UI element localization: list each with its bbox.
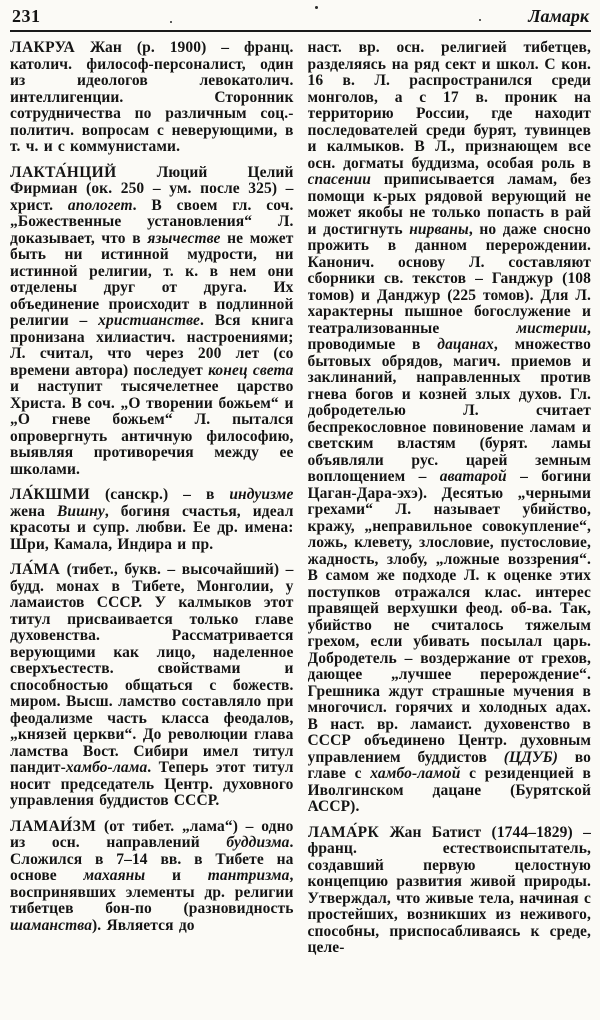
entry-lactantius: ЛАКТА́НЦИЙ Люций Целий Фирмиан (ок. 250 – ум. после 325) – христ. апологет. В своем гл. соч. „Божественные установления“ Л. доказывает, что в язычестве не может быть ни истинной мудрости, ни истинной религии, т. к. в нем они отделены друг от друга. Их объединение происходит в подлинной религии – христианстве. Вся книга пронизана хилиастич. настроениями; Л. считал, что через 200 лет (со времени автора) последует конец света и наступит тысячелетнее царство Христа. В соч. „О творении божьем“ и „О гневе божьем“ Л. пытался опровергнуть античную философию, выявляя противоречия между ее школами. xyxy=(10,163,294,478)
page-number: 231 xyxy=(12,6,41,26)
scan-artifact xyxy=(170,21,172,23)
left-column xyxy=(10,40,294,1002)
entry-lama: ЛА́МА (тибет., букв. – высочайший) – будд. монах в Тибете, Монголии, у ламаистов СССР. У калмыков этот титул присваивается только главе духовенства. Рассматривается верующими как лицо, наделенное сверхъестеств. свойствами и способностью общаться с божеств. миром. Высш. ламство составляло при феодализме часть класса феодалов, „князей церкви“. До революции глава ламства Вост. Сибири имел титул пандит-хамбо-лама. Теперь этот титул носит председатель Центр. духовного управления буддистов СССР. xyxy=(10,561,294,809)
entry-lamaism: ЛАМАИ́ЗМ (от тибет. „лама“) – одно из осн. направлений буддизма. Сложился в 7–14 вв. в Тибете на основе махаяны и тантризма, воспринявших элементы др. религии тибетцев бон-по (разновидность шаманства). Является до xyxy=(10,817,294,934)
text-columns xyxy=(10,40,591,1002)
entry-lamaism-continuation: наст. вр. осн. религией тибетцев, разделяясь на ряд сект и школ. С кон. 16 в. Л. распространился среди монголов, а с 17 в. проник на территорию России, где находит последователей среди бурят, тувинцев и калмыков. В Л., признающем все осн. догматы буддизма, особая роль в спасении приписывается ламам, без помощи к-рых рядовой верующий не может якобы не только попасть в рай и достигнуть нирваны, но даже сносно прожить в данном перерождении. Канонич. основу Л. составляют сборники св. текстов – Ганджур (108 томов) и Данджур (225 томов). Для Л. характерны пышное богослужение и театрализованные мистерии, проводимые в дацанах, множество бытовых обрядов, магич. приемов и заклинаний, направленных против гнева богов и козней злых духов. Гл. добродетелью Л. считает беспрекословное повиновение ламам и светским властям (бурят. ламы объявляли рус. царей земным воплощением – аватарой – богини Цаган-Дара-эхэ). Десятью „черными грехами“ Л. называет убийство, кражу, „неправильное совокупление“, ложь, клевету, злословие, пустословие, жадность, злобу, „ложные воззрения“. В самом же подходе Л. к оценке этих поступков отражался клас. интерес правящей верхушки феод. об-ва. Так, убийство не считалось тяжелым грехом, если убивать посылал царь. Добродетель – воздержание от грехов, дающее „лучшее перерождение“. Грешника ждут страшные мучения в многочисл. горячих и холодных адах. В наст. вр. ламаист. духовенство в СССР объединено Центр. духовным управлением буддистов (ЦДУБ) во главе с хамбо-ламой с резиденцией в Иволгинском дацане (Бурятской АССР). xyxy=(307,40,591,815)
scan-artifact xyxy=(315,6,318,9)
entry-lakshmi: ЛА́КШМИ (санскр.) – в индуизме жена Вишну, богиня счастья, идеал красоты и супр. любви. Ее др. имена: Шри, Камала, Индира и пр. xyxy=(10,486,294,553)
entry-lacroix: ЛАКРУА́ Жан (р. 1900) – франц. католич. философ-персоналист, один из идеологов левокатолич. интеллигенции. Сторонник сотрудничества по различным соц.-политич. вопросам с неверующими, в т. ч. и с коммунистами. xyxy=(10,40,294,155)
scan-artifact xyxy=(479,19,481,21)
right-column xyxy=(308,40,592,1002)
entry-lamarck: ЛАМА́РК Жан Батист (1744–1829) – франц. естествоиспытатель, создавший первую целостную концепцию развития живой природы. Утверждал, что живые тела, начиная с простейших, возникших из неживого, способны, приспосабливаясь к среде, целе- xyxy=(307,823,591,956)
running-title: Ламарк xyxy=(528,6,589,26)
page-header xyxy=(10,6,591,32)
